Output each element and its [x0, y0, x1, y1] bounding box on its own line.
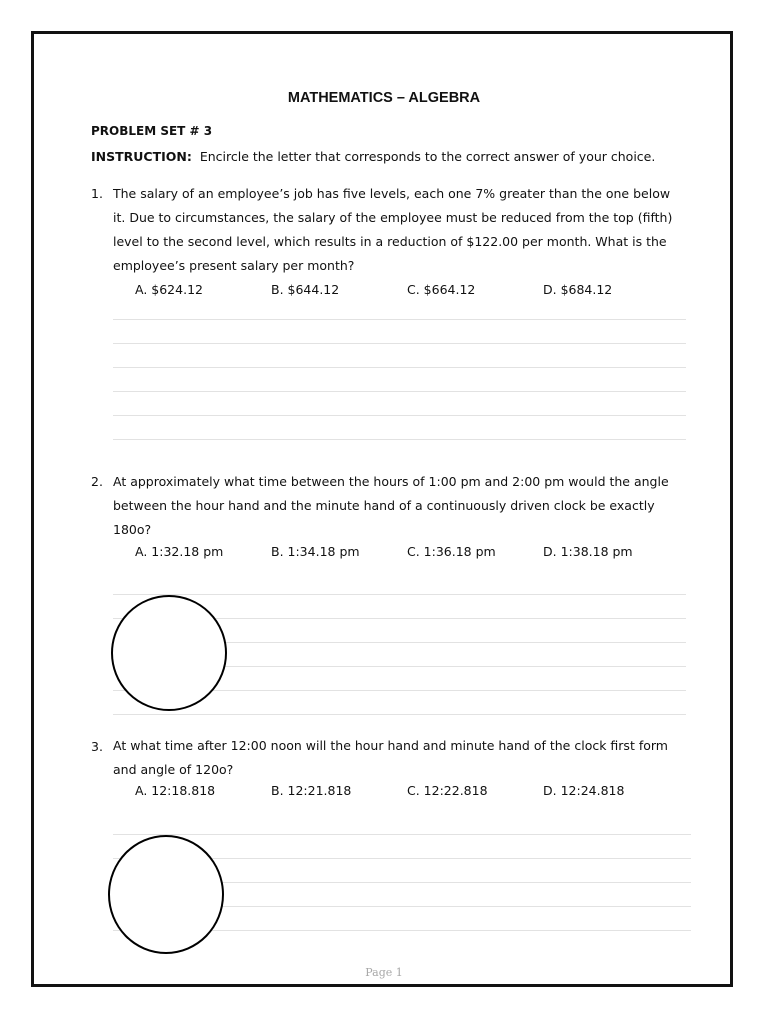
answer-line [113, 415, 686, 416]
answer-line [113, 834, 691, 835]
question-1-choice-b[interactable]: B. $644.12 [271, 282, 340, 297]
answer-line [113, 343, 686, 344]
question-1-choice-c[interactable]: C. $664.12 [407, 282, 476, 297]
page-title: MATHEMATICS – ALGEBRA [287, 90, 481, 106]
question-1-text: The salary of an employee’s job has five levels, each one 7% greater than the one below it. Due to circumstances, the salary of the employee must be reduced from the top (fifth) level to the second level, which results in a reduction of $122.00 per month. What is the employee’s present salary per month? [113, 186, 673, 273]
question-3-choice-b[interactable]: B. 12:21.818 [271, 783, 352, 798]
question-2-choice-c[interactable]: C. 1:36.18 pm [407, 544, 496, 559]
question-3-choice-a[interactable]: A. 12:18.818 [135, 783, 216, 798]
question-3-choice-d[interactable]: D. 12:24.818 [543, 783, 625, 798]
question-2-choice-a[interactable]: A. 1:32.18 pm [135, 544, 224, 559]
instruction [91, 149, 655, 164]
question-3-number: 3. [91, 739, 103, 754]
page-number: Page 1 [365, 966, 403, 979]
answer-line [113, 439, 686, 440]
question-1-number: 1. [91, 186, 103, 201]
question-3-choice-c[interactable]: C. 12:22.818 [407, 783, 488, 798]
question-2-number: 2. [91, 474, 103, 489]
clock-circle [108, 835, 224, 954]
answer-line [113, 391, 686, 392]
answer-line [113, 367, 686, 368]
answer-line [113, 714, 686, 715]
question-2-choice-b[interactable]: B. 1:34.18 pm [271, 544, 360, 559]
question-2-choice-d[interactable]: D. 1:38.18 pm [543, 544, 633, 559]
clock-circle [111, 595, 227, 711]
instruction-label: INSTRUCTION: [91, 149, 192, 164]
problem-set-label: PROBLEM SET # 3 [91, 124, 213, 138]
question-2-text: At approximately what time between the hours of 1:00 pm and 2:00 pm would the angle between the hour hand and the minute hand of a continuously driven clock be exactly 180o? [113, 474, 669, 537]
question-1-choice-d[interactable]: D. $684.12 [543, 282, 613, 297]
question-3-text: At what time after 12:00 noon will the hour hand and minute hand of the clock first form and angle of 120o? [113, 738, 668, 777]
answer-line [113, 594, 686, 595]
instruction-text: Encircle the letter that corresponds to the correct answer of your choice. [199, 149, 656, 164]
question-1-choice-a[interactable]: A. $624.12 [135, 282, 203, 297]
answer-line [113, 319, 686, 320]
